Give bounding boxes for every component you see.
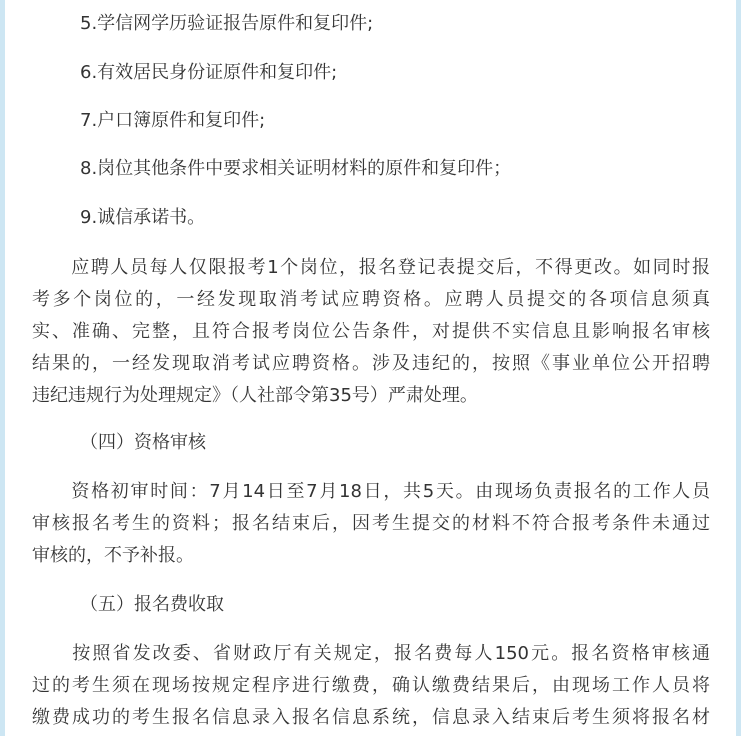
paragraph-review-line: 审核的，不予补报。 xyxy=(32,545,194,566)
list-item-5: 5.学信网学历验证报告原件和复印件; xyxy=(80,13,374,34)
paragraph-review-line: 审核报名考生的资料；报名结束后，因考生提交的材料不符合报考条件未通过 xyxy=(32,513,710,534)
list-item-7: 7.户口簿原件和复印件; xyxy=(80,110,266,131)
paragraph-application-line: 结果的，一经发现取消考试应聘资格。涉及违纪的，按照《事业单位公开招聘 xyxy=(32,353,710,374)
section-5-heading: （五）报名费收取 xyxy=(80,594,224,615)
list-item-6: 6.有效居民身份证原件和复印件; xyxy=(80,62,338,83)
right-border xyxy=(736,0,741,736)
section-4-heading: （四）资格审核 xyxy=(80,432,206,453)
paragraph-application-line: 违纪违规行为处理规定》（人社部令第35号）严肃处理。 xyxy=(32,385,478,406)
paragraph-application-line: 考多个岗位的，一经发现取消考试应聘资格。应聘人员提交的各项信息须真 xyxy=(32,289,710,310)
list-item-9: 9.诚信承诺书。 xyxy=(80,207,206,228)
paragraph-application-line: 应聘人员每人仅限报考1个岗位，报名登记表提交后，不得更改。如同时报 xyxy=(32,257,710,278)
paragraph-fee-line: 缴费成功的考生报名信息录入报名信息系统，信息录入结束后考生须将报名材 xyxy=(32,707,710,728)
paragraph-fee-line: 按照省发改委、省财政厅有关规定，报名费每人150元。报名资格审核通 xyxy=(32,643,710,664)
paragraph-review-line: 资格初审时间：7月14日至7月18日，共5天。由现场负责报名的工作人员 xyxy=(32,481,710,502)
left-border xyxy=(0,0,5,736)
paragraph-fee-line: 过的考生须在现场按规定程序进行缴费，确认缴费结果后，由现场工作人员将 xyxy=(32,675,710,696)
list-item-8: 8.岗位其他条件中要求相关证明材料的原件和复印件； xyxy=(80,158,512,179)
paragraph-application-line: 实、准确、完整，且符合报考岗位公告条件，对提供不实信息且影响报名审核 xyxy=(32,321,710,342)
